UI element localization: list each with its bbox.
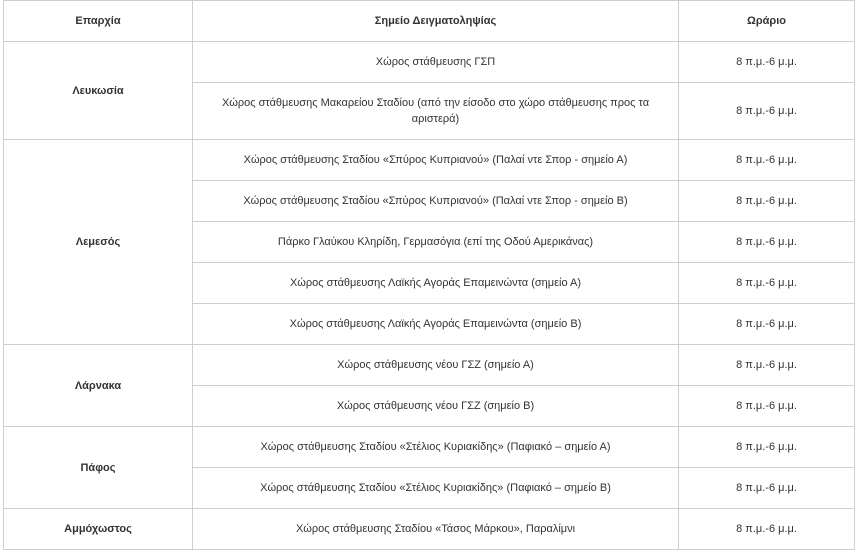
header-sampling-point: Σημείο Δειγματοληψίας (193, 1, 679, 42)
table-row (4, 427, 855, 468)
sampling-points-table (3, 0, 855, 550)
province-cell-limassol: Λεμεσός (4, 140, 193, 345)
sampling-point-cell: Χώρος στάθμευσης Σταδίου «Σπύρος Κυπριανού» (Παλαί ντε Σπορ - σημείο Α) (193, 140, 679, 181)
header-province: Επαρχία (4, 1, 193, 42)
hours-cell: 8 π.μ.-6 μ.μ. (679, 140, 855, 181)
table-row (4, 140, 855, 181)
hours-cell: 8 π.μ.-6 μ.μ. (679, 386, 855, 427)
table-row (4, 42, 855, 83)
table-row (4, 509, 855, 550)
sampling-point-cell: Χώρος στάθμευσης ΓΣΠ (193, 42, 679, 83)
sampling-point-cell: Χώρος στάθμευσης Σταδίου «Τάσος Μάρκου», Παραλίμνι (193, 509, 679, 550)
province-cell-larnaca: Λάρνακα (4, 345, 193, 427)
hours-cell: 8 π.μ.-6 μ.μ. (679, 468, 855, 509)
province-cell-paphos: Πάφος (4, 427, 193, 509)
province-cell-famagusta: Αμμόχωστος (4, 509, 193, 550)
hours-cell: 8 π.μ.-6 μ.μ. (679, 181, 855, 222)
hours-cell: 8 π.μ.-6 μ.μ. (679, 345, 855, 386)
sampling-point-cell: Χώρος στάθμευσης Λαϊκής Αγοράς Επαμεινώντα (σημείο Β) (193, 304, 679, 345)
sampling-point-cell: Χώρος στάθμευσης Σταδίου «Στέλιος Κυριακίδης» (Παφιακό – σημείο Β) (193, 468, 679, 509)
province-cell-nicosia: Λευκωσία (4, 42, 193, 140)
hours-cell: 8 π.μ.-6 μ.μ. (679, 304, 855, 345)
hours-cell: 8 π.μ.-6 μ.μ. (679, 42, 855, 83)
sampling-point-cell: Χώρος στάθμευσης νέου ΓΣΖ (σημείο Α) (193, 345, 679, 386)
hours-cell: 8 π.μ.-6 μ.μ. (679, 83, 855, 140)
sampling-point-cell: Χώρος στάθμευσης Λαϊκής Αγοράς Επαμεινώντα (σημείο Α) (193, 263, 679, 304)
header-hours: Ωράριο (679, 1, 855, 42)
table-header-row (4, 1, 855, 42)
sampling-point-cell: Χώρος στάθμευσης νέου ΓΣΖ (σημείο Β) (193, 386, 679, 427)
hours-cell: 8 π.μ.-6 μ.μ. (679, 222, 855, 263)
table-row (4, 345, 855, 386)
hours-cell: 8 π.μ.-6 μ.μ. (679, 263, 855, 304)
sampling-point-cell: Πάρκο Γλαύκου Κληρίδη, Γερμασόγια (επί της Οδού Αμερικάνας) (193, 222, 679, 263)
hours-cell: 8 π.μ.-6 μ.μ. (679, 509, 855, 550)
sampling-point-cell: Χώρος στάθμευσης Σταδίου «Σπύρος Κυπριανού» (Παλαί ντε Σπορ - σημείο Β) (193, 181, 679, 222)
hours-cell: 8 π.μ.-6 μ.μ. (679, 427, 855, 468)
sampling-point-cell: Χώρος στάθμευσης Σταδίου «Στέλιος Κυριακίδης» (Παφιακό – σημείο Α) (193, 427, 679, 468)
sampling-point-cell: Χώρος στάθμευσης Μακαρείου Σταδίου (από την είσοδο στο χώρο στάθμευσης προς τα αριστερά) (193, 83, 679, 140)
